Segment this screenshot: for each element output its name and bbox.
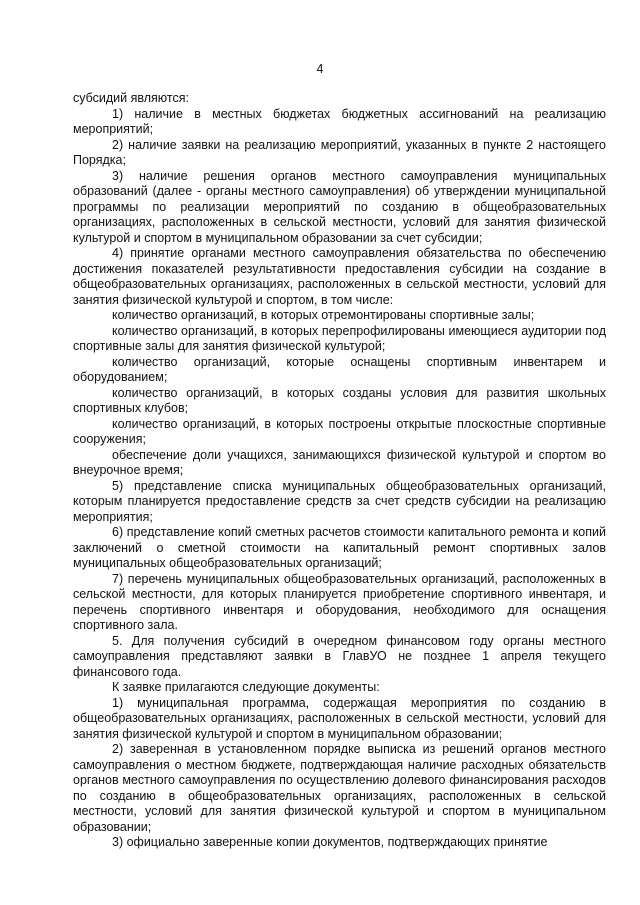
paragraph: количество организаций, которые оснащены спортивным инвентарем и оборудованием;: [73, 354, 606, 384]
document-body: [73, 91, 606, 851]
paragraph: 3) наличие решения органов местного самоуправления муниципальных образований (далее - органы местного самоуправления) об утверждении муниципальной программы по реализации мероприятий по созданию в общеобразовательных организациях, расположенных в сельской местности, условий для занятия физической культурой и спортом в муниципальном образовании за счет субсидии;: [73, 168, 606, 245]
paragraph: 1) наличие в местных бюджетах бюджетных ассигнований на реализацию мероприятий;: [73, 106, 606, 136]
paragraph: 5. Для получения субсидий в очередном финансовом году органы местного самоуправления представляют заявки в ГлавУО не позднее 1 апреля текущего финансового года.: [73, 633, 606, 679]
paragraph: 4) принятие органами местного самоуправления обязательства по обеспечению достижения показателей результативности предоставления субсидии на создание в общеобразовательных организациях, расположенных в сельской местности, условий для занятия физической культурой и спортом, в том числе:: [73, 246, 606, 307]
page-number: 4: [316, 62, 324, 76]
paragraph: 1) муниципальная программа, содержащая мероприятия по созданию в общеобразовательных организациях, расположенных в сельской местности, условий для занятия физической культурой и спортом в муниципальном образовании;: [73, 695, 606, 741]
paragraph: субсидий являются:: [73, 91, 189, 105]
paragraph: количество организаций, в которых отремонтированы спортивные залы;: [112, 308, 535, 322]
paragraph: количество организаций, в которых созданы условия для развития школьных спортивных клубов;: [73, 385, 606, 415]
paragraph: количество организаций, в которых построены открытые плоскостные спортивные сооружения;: [73, 416, 606, 446]
paragraph: 6) представление копий сметных расчетов стоимости капитального ремонта и копий заключений о сметной стоимости на капитальный ремонт спортивных залов муниципальных общеобразовательных организаций;: [73, 525, 606, 570]
paragraph: 3) официально заверенные копии документов, подтверждающих принятие: [112, 835, 548, 849]
paragraph: 7) перечень муниципальных общеобразовательных организаций, расположенных в сельской местности, для которых планируется приобретение спортивного инвентаря, и перечень спортивного инвентаря и оборудования, необходимого для оснащения спортивного зала.: [73, 571, 606, 632]
paragraph: 5) представление списка муниципальных общеобразовательных организаций, которым планируется предоставление средств за счет средств субсидии на реализацию мероприятия;: [73, 478, 606, 524]
paragraph: 2) заверенная в установленном порядке выписка из решений органов местного самоуправления о местном бюджете, подтверждающая наличие расходных обязательств органов местного самоуправления по осуществлению долевого финансирования расходов по созданию в общеобразовательных организациях, расположенных в сельской местности, условий для занятия физической культурой и спортом в муниципальном образовании;: [73, 742, 606, 834]
paragraph: 2) наличие заявки на реализацию мероприятий, указанных в пункте 2 настоящего Порядка;: [73, 137, 606, 167]
paragraph: К заявке прилагаются следующие документы:: [112, 680, 380, 694]
paragraph: обеспечение доли учащихся, занимающихся физической культурой и спортом во внеурочное время;: [73, 447, 606, 477]
paragraph: количество организаций, в которых перепрофилированы имеющиеся аудитории под спортивные залы для занятия физической культурой;: [73, 323, 606, 353]
